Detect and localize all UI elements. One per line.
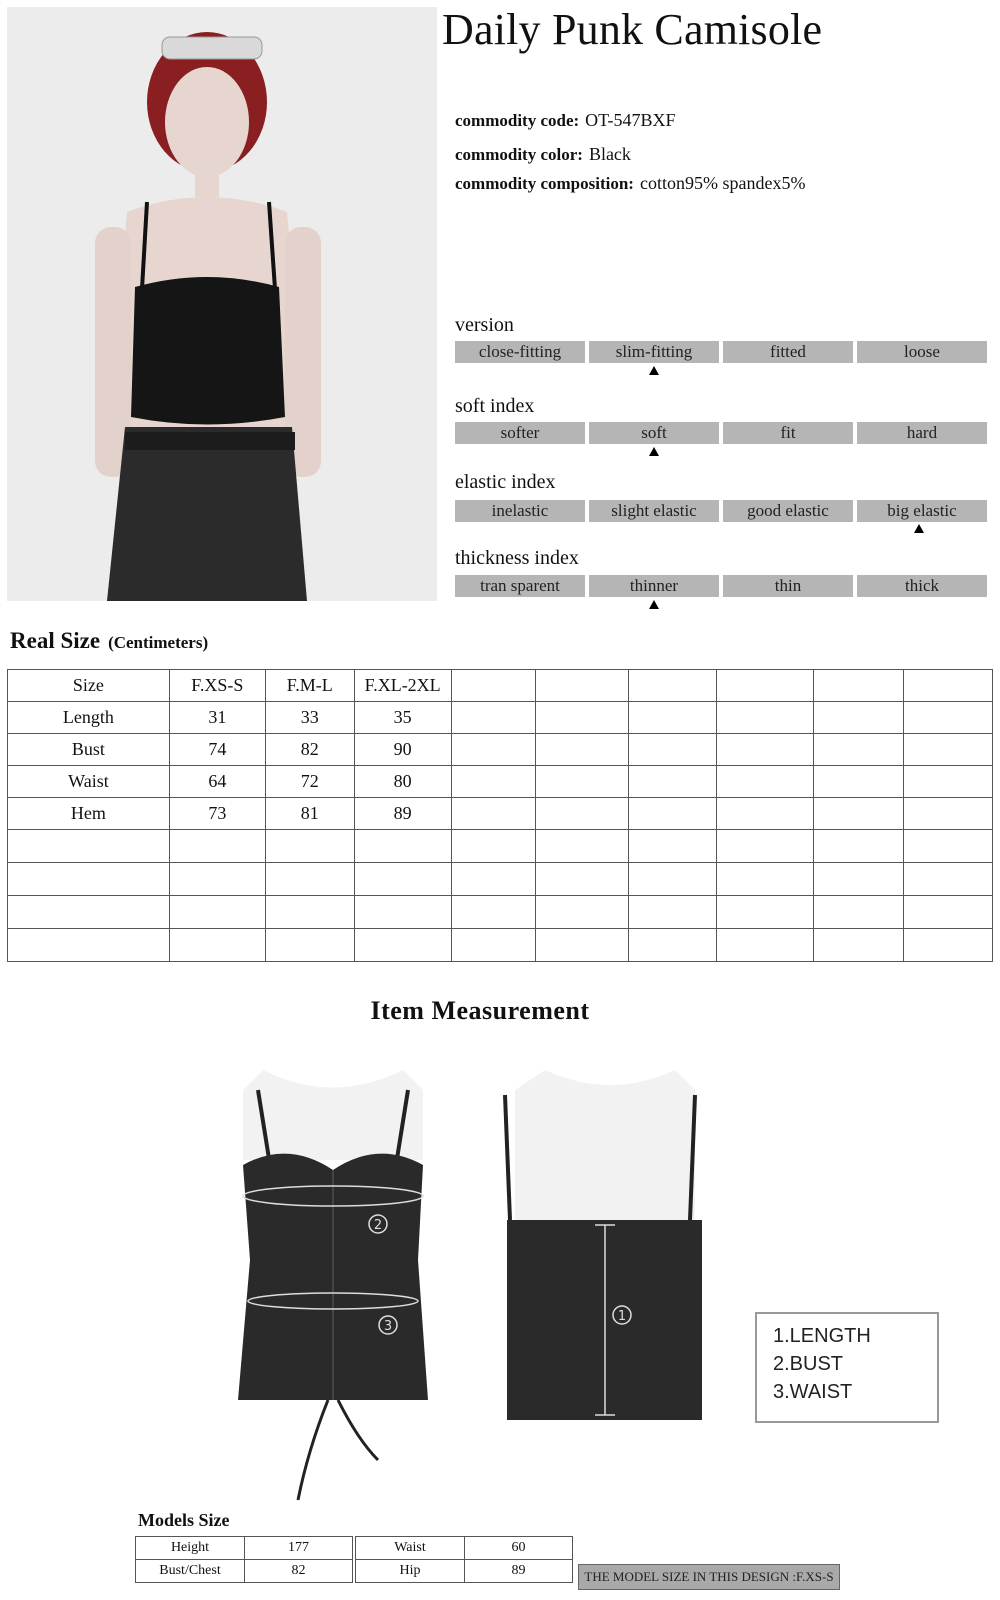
table-cell: 89 xyxy=(354,798,451,830)
height-value: 177 xyxy=(245,1537,353,1560)
model-size-note: THE MODEL SIZE IN THIS DESIGN :F.XS-S xyxy=(578,1564,840,1590)
thickness-index-option: thin xyxy=(723,575,853,597)
commodity-composition-row xyxy=(455,173,805,194)
table-header-row xyxy=(8,670,993,702)
bust-label: Bust/Chest xyxy=(136,1560,245,1583)
table-cell: 90 xyxy=(354,734,451,766)
elastic-index-option: slight elastic xyxy=(589,500,719,522)
table-cell: 73 xyxy=(169,798,265,830)
waist-label: Waist xyxy=(356,1537,465,1560)
commodity-color-value: Black xyxy=(588,144,631,164)
table-cell: 74 xyxy=(169,734,265,766)
table-row xyxy=(8,863,993,896)
thickness-index-option: thick xyxy=(857,575,987,597)
waist-marker: 3 xyxy=(383,1319,393,1334)
version-option: slim-fitting xyxy=(589,341,719,363)
bust-value: 82 xyxy=(245,1560,353,1583)
commodity-color-row xyxy=(455,144,631,165)
model-measure-table-left xyxy=(135,1536,353,1583)
commodity-color-label: commodity color: xyxy=(455,145,583,164)
length-marker: 1 xyxy=(617,1309,627,1324)
model-measure-table-right xyxy=(355,1536,573,1583)
soft-index-selected-marker xyxy=(649,447,659,456)
table-header-cell: F.M-L xyxy=(265,670,354,702)
legend-bust: 2.BUST xyxy=(773,1353,844,1375)
version-label: version xyxy=(455,314,514,336)
soft-index-option: soft xyxy=(589,422,719,444)
elastic-index-label: elastic index xyxy=(455,471,556,493)
real-size-title: Real Size xyxy=(10,628,101,653)
elastic-index-selected-marker xyxy=(914,524,924,533)
commodity-code-label: commodity code: xyxy=(455,111,580,130)
commodity-code-row xyxy=(455,110,676,131)
real-size-heading xyxy=(10,628,208,654)
table-row xyxy=(8,798,993,830)
table-header-cell: Size xyxy=(8,670,170,702)
legend-waist: 3.WAIST xyxy=(773,1381,853,1403)
commodity-composition-label: commodity composition: xyxy=(455,174,634,193)
table-cell: 64 xyxy=(169,766,265,798)
thickness-index-scale xyxy=(455,575,987,597)
legend-length: 1.LENGTH xyxy=(773,1325,871,1347)
table-row xyxy=(8,929,993,962)
height-label: Height xyxy=(136,1537,245,1560)
elastic-index-scale xyxy=(455,500,987,522)
elastic-index-option: good elastic xyxy=(723,500,853,522)
version-selected-marker xyxy=(649,366,659,375)
model-photo xyxy=(7,7,437,601)
table-row xyxy=(8,830,993,863)
table-row xyxy=(8,896,993,929)
hip-value: 89 xyxy=(465,1560,573,1583)
elastic-index-option: big elastic xyxy=(857,500,987,522)
garment-back-diagram xyxy=(490,1070,720,1430)
table-header-cell: F.XS-S xyxy=(169,670,265,702)
garment-front-diagram xyxy=(228,1070,438,1510)
table-cell: Hem xyxy=(8,798,170,830)
thickness-index-selected-marker xyxy=(649,600,659,609)
table-cell: 33 xyxy=(265,702,354,734)
real-size-unit: (Centimeters) xyxy=(108,633,209,652)
bust-marker: 2 xyxy=(373,1218,383,1233)
soft-index-option: fit xyxy=(723,422,853,444)
elastic-index-option: inelastic xyxy=(455,500,585,522)
models-size-title: Models Size xyxy=(138,1510,230,1530)
soft-index-label: soft index xyxy=(455,395,535,417)
table-header-cell: F.XL-2XL xyxy=(354,670,451,702)
table-cell: 72 xyxy=(265,766,354,798)
soft-index-option: hard xyxy=(857,422,987,444)
measurement-legend xyxy=(755,1312,939,1423)
table-cell: Bust xyxy=(8,734,170,766)
version-option: fitted xyxy=(723,341,853,363)
version-scale xyxy=(455,341,987,363)
product-title: Daily Punk Camisole xyxy=(442,5,823,54)
size-table xyxy=(7,669,993,962)
version-option: loose xyxy=(857,341,987,363)
hip-label: Hip xyxy=(356,1560,465,1583)
table-cell: 82 xyxy=(265,734,354,766)
table-cell: Length xyxy=(8,702,170,734)
version-option: close-fitting xyxy=(455,341,585,363)
thickness-index-option: tran sparent xyxy=(455,575,585,597)
thickness-index-option: thinner xyxy=(589,575,719,597)
table-row xyxy=(8,702,993,734)
table-row xyxy=(8,734,993,766)
item-measurement-title: Item Measurement xyxy=(370,996,590,1025)
table-cell: Waist xyxy=(8,766,170,798)
soft-index-option: softer xyxy=(455,422,585,444)
soft-index-scale xyxy=(455,422,987,444)
table-row xyxy=(8,766,993,798)
waist-value: 60 xyxy=(465,1537,573,1560)
table-cell: 35 xyxy=(354,702,451,734)
table-cell: 80 xyxy=(354,766,451,798)
commodity-composition-value: cotton95% spandex5% xyxy=(639,173,806,193)
table-cell: 81 xyxy=(265,798,354,830)
table-cell: 31 xyxy=(169,702,265,734)
thickness-index-label: thickness index xyxy=(455,547,579,569)
commodity-code-value: OT-547BXF xyxy=(585,110,676,130)
